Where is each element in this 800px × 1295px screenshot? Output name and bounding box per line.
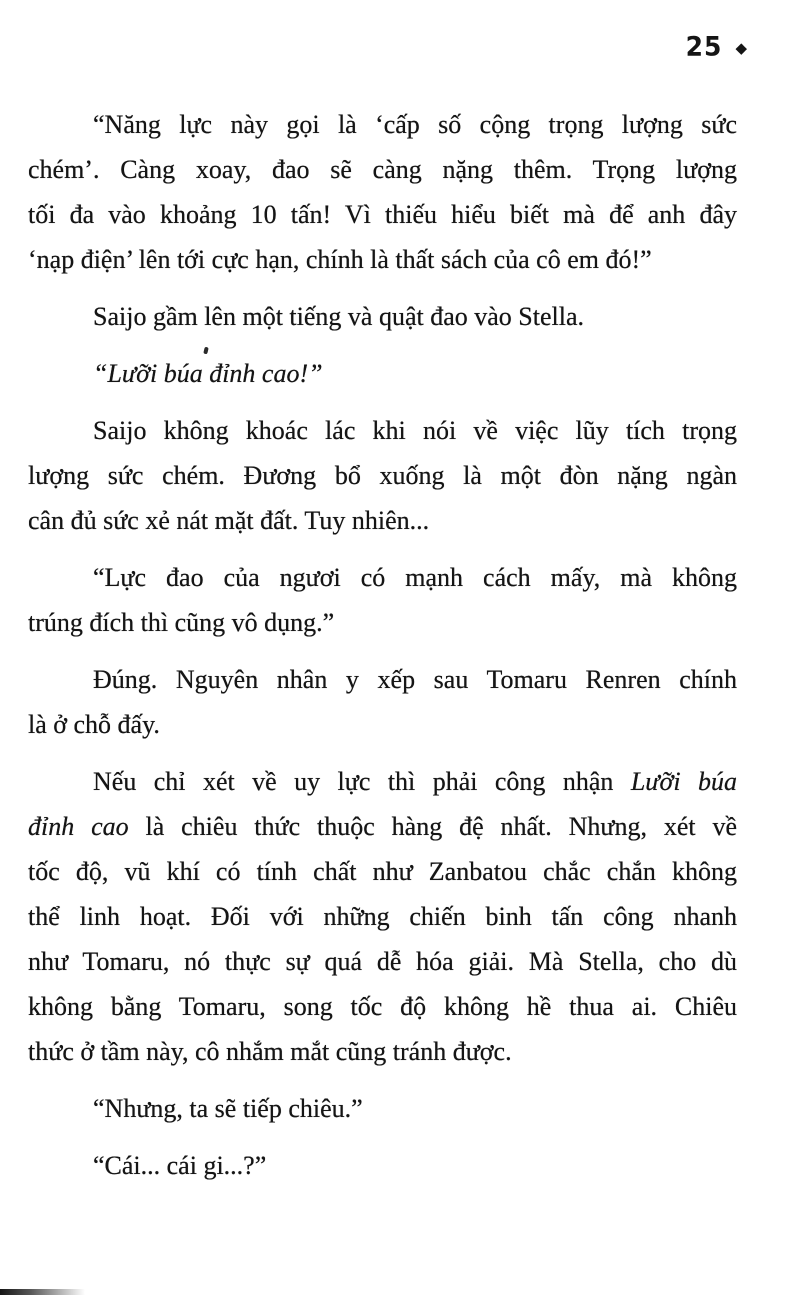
italic-text: đỉnh cao (28, 812, 129, 841)
page-number: 25 (685, 31, 723, 62)
text-line (28, 351, 737, 396)
text-segment: “Cái... cái gi...?” (93, 1151, 267, 1180)
text-segment: tối đa vào khoảng 10 tấn! Vì thiếu hiểu biết mà để anh đây (28, 200, 737, 229)
text-line (28, 408, 737, 453)
text-segment: chém’. Càng xoay, đao sẽ càng nặng thêm. Trọng lượng (28, 155, 737, 184)
text-segment: thức ở tầm này, cô nhắm mắt cũng tránh được. (28, 1037, 512, 1066)
italic-text: “Lưỡi búa đỉnh cao!” (93, 359, 323, 388)
text-segment: lượng sức chém. Đương bổ xuống là một đòn nặng ngàn (28, 461, 737, 490)
italic-text: Lưỡi búa (630, 767, 737, 796)
text-segment: “Lực đao của ngươi có mạnh cách mấy, mà không (93, 563, 737, 592)
text-line (28, 1029, 737, 1074)
text-line (28, 600, 737, 645)
text-line (28, 759, 737, 804)
text-line (28, 102, 737, 147)
paragraph (28, 1143, 737, 1188)
text-line (28, 849, 737, 894)
text-line (28, 453, 737, 498)
paragraph (28, 555, 737, 645)
paragraph (28, 351, 737, 396)
text-line (28, 498, 737, 543)
body-text (28, 102, 737, 1200)
text-segment: Đúng. Nguyên nhân y xếp sau Tomaru Renren chính (93, 665, 737, 694)
text-segment: ‘nạp điện’ lên tới cực hạn, chính là thất sách của cô em đó!” (28, 245, 652, 274)
text-segment: không bằng Tomaru, song tốc độ không hề thua ai. Chiêu (28, 992, 737, 1021)
text-segment: thể linh hoạt. Đối với những chiến binh tấn công nhanh (28, 902, 737, 931)
text-segment: Saijo không khoác lác khi nói về việc lũy tích trọng (93, 416, 737, 445)
text-segment: Saijo gầm lên một tiếng và quật đao vào Stella. (93, 302, 585, 331)
text-line (28, 702, 737, 747)
paragraph (28, 1086, 737, 1131)
text-line (28, 804, 737, 849)
text-segment: “Năng lực này gọi là ‘cấp số cộng trọng lượng sức (93, 110, 737, 139)
text-segment: là chiêu thức thuộc hàng đệ nhất. Nhưng, xét về (128, 812, 738, 841)
text-segment: trúng đích thì cũng vô dụng.” (28, 608, 335, 637)
paragraph (28, 102, 737, 282)
diamond-icon: ◆ (735, 38, 747, 57)
page-header (686, 32, 747, 61)
paragraph (28, 759, 737, 1074)
paragraph (28, 408, 737, 543)
text-segment: “Nhưng, ta sẽ tiếp chiêu.” (93, 1094, 363, 1123)
text-line (28, 657, 737, 702)
text-line (28, 147, 737, 192)
text-segment: tốc độ, vũ khí có tính chất như Zanbatou chắc chắn không (28, 857, 737, 886)
scan-edge-smudge (0, 1289, 85, 1295)
paragraph (28, 657, 737, 747)
text-segment: như Tomaru, nó thực sự quá dễ hóa giải. Mà Stella, cho dù (28, 947, 737, 976)
text-line (28, 237, 737, 282)
text-line (28, 894, 737, 939)
text-line (28, 984, 737, 1029)
text-segment: cân đủ sức xẻ nát mặt đất. Tuy nhiên... (28, 506, 430, 535)
text-line (28, 1143, 737, 1188)
text-line (28, 939, 737, 984)
text-line (28, 555, 737, 600)
text-line (28, 192, 737, 237)
text-line (28, 1086, 737, 1131)
paragraph (28, 294, 737, 339)
text-line (28, 294, 737, 339)
text-segment: Nếu chỉ xét về uy lực thì phải công nhận (93, 767, 631, 796)
text-segment: là ở chỗ đấy. (28, 710, 160, 739)
